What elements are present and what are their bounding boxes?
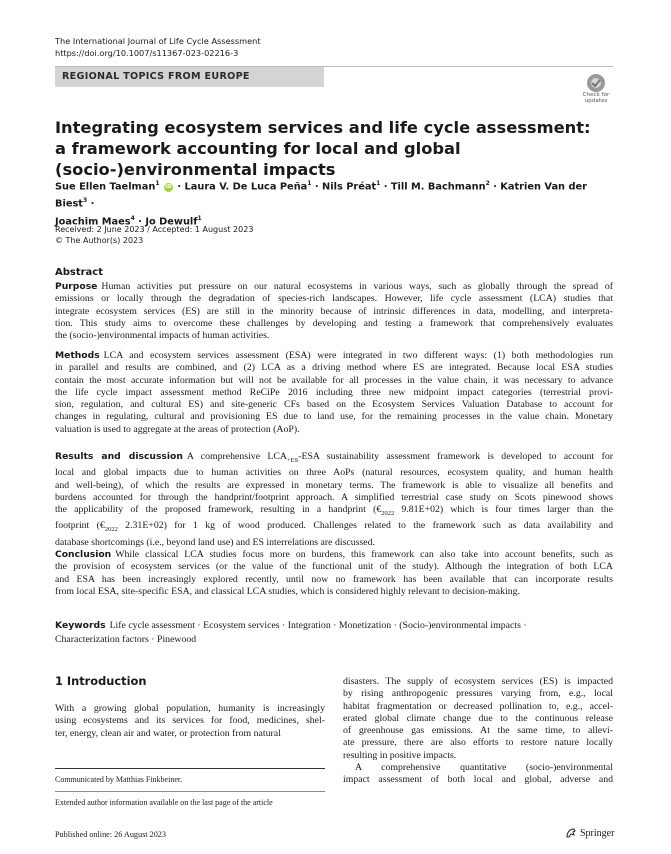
- text-line: A comprehensive quantitative (socio-)environmental: [355, 762, 613, 774]
- check-for-updates-label[interactable]: Check for updates: [582, 92, 610, 105]
- keywords: [55, 619, 613, 646]
- copyright-notice: © The Author(s) 2023: [55, 236, 144, 245]
- text-line: of greenhouse gas emissions. At the same time, to allevi-: [343, 725, 613, 737]
- text-line: ate pressure, there are also efforts to restore nature locally: [343, 737, 613, 749]
- author-name[interactable]: Till M. Bachmann: [390, 181, 486, 193]
- text-line: impact assessment of both local and global, adverse and: [343, 774, 613, 786]
- text-line: erated global climate change due to the continuous release: [343, 712, 613, 724]
- communicated-by: Communicated by Matthias Finkbeiner.: [55, 775, 183, 784]
- text-line: from local ESA, site-specific ESA, and classical LCA studies, which is considered highly relevant to decision-making.: [55, 585, 520, 597]
- affiliation-sup: 1: [307, 180, 312, 187]
- abstract-results: [55, 451, 613, 549]
- received-accepted-dates: Received: 2 June 2023 / Accepted: 1 August 2023: [55, 225, 254, 234]
- abstract-purpose: [55, 281, 613, 342]
- author-separator: ·: [311, 181, 323, 193]
- text-line: by rising anthropogenic pressures varying from, e.g., local: [343, 688, 613, 700]
- author-name[interactable]: Jo Dewulf: [145, 215, 198, 227]
- springer-horse-icon: [565, 827, 577, 839]
- affiliation-sup: 1: [155, 180, 160, 187]
- abstract-conclusion: [55, 549, 613, 598]
- affiliation-sup: 1: [376, 180, 381, 187]
- extended-author-info: Extended author information available on the last page of the article: [55, 798, 273, 807]
- text-line: burdens accounted for through the handprint/footprint approach. A simplified terrestrial case study on Scots pinewood shows: [55, 491, 613, 503]
- article-title: Integrating ecosystem services and life cycle assessment: a framework accounting for local and global (socio-)environmental impacts: [55, 118, 591, 179]
- author-separator: ·: [173, 181, 185, 193]
- text-line: database shortcomings (i.e., beyond land use) and ES interrelations are discussed.: [55, 536, 375, 548]
- journal-name: The International Journal of Life Cycle Assessment: [55, 36, 261, 46]
- affiliation-sup: 1: [197, 214, 202, 222]
- introduction-right-column: [343, 676, 613, 787]
- section-label: Methods: [55, 350, 100, 361]
- affiliation-sup: 2: [485, 180, 490, 187]
- section-label: Results and discussion: [55, 451, 183, 462]
- text-line: With a growing global population, humanity is increasingly: [55, 703, 325, 714]
- keywords-line-2: Characterization factors · Pinewood: [55, 633, 197, 645]
- section-label: Conclusion: [55, 549, 112, 560]
- author-separator: ·: [489, 181, 501, 193]
- text-line: Conclusion While classical LCA studies focus more on burdens, this framework can also take into account benefits, such as: [55, 549, 613, 560]
- author-name[interactable]: Katrien Van der Biest: [55, 181, 587, 210]
- introduction-heading: 1 Introduction: [55, 674, 147, 688]
- doi-link[interactable]: https://doi.org/10.1007/s11367-023-02216-3: [55, 48, 239, 58]
- springer-logo: [565, 827, 614, 839]
- section-label: REGIONAL TOPICS FROM EUROPE: [62, 71, 250, 82]
- text-line: changes in regulating, cultural and provisioning ES due to land use, for the remaining processes in the value chain. Monetary: [55, 411, 613, 423]
- published-online-date: Published online: 26 August 2023: [55, 830, 166, 839]
- text-line: tion. This study aims to overcome these challenges by developing and testing a framework that comprehensively evaluates: [55, 317, 613, 329]
- introduction-left-column: [55, 703, 325, 740]
- keywords-line-1: Life cycle assessment · Ecosystem services · Integration · Monetization · (Socio-)environmental impacts ·: [109, 620, 527, 631]
- text-line: contain the most accurate information but will not be available for all processes in the value chain, it was necessary to advance: [55, 374, 613, 386]
- text-line: habitat fragmentation or decreased pollination to, e.g., accel-: [343, 700, 613, 712]
- text-line: emissions or locally through the degradation of species-rich landscapes. However, life cycle assessment (LCA) studies that: [55, 293, 613, 305]
- text-line: sion, regulation, and cultural ES) and site-generic CFs based on the Ecosystem Services Valuation Database to account for: [55, 399, 613, 411]
- affiliation-sup: 3: [82, 197, 88, 205]
- text-line: Methods LCA and ecosystem services assessment (ESA) were integrated in two different ways: (1) both methodologies run: [55, 350, 613, 361]
- abstract-methods: [55, 350, 613, 436]
- author-name[interactable]: Joachim Maes: [55, 215, 131, 227]
- affiliation-sup: 4: [130, 214, 135, 222]
- text-line: valuation is used to aggregate at the areas of protection (AoP).: [55, 423, 300, 435]
- footnote-rule: [55, 768, 325, 769]
- author-separator: ·: [134, 215, 146, 227]
- author-name[interactable]: Sue Ellen Taelman: [55, 181, 156, 193]
- text-line: the life cycle impact assessment method ReCiPe 2016 including three new midpoint impact categories (terrestrial provi-: [55, 386, 613, 398]
- author-name[interactable]: Laura V. De Luca Peña: [184, 181, 308, 193]
- publisher-name: Springer: [580, 827, 615, 839]
- footnote-rule-2: [55, 791, 325, 792]
- section-label: Purpose: [55, 281, 98, 292]
- text-line: and well-being), of which the results are expressed in monetary terms. The framework is able to visualize all benefits and: [55, 479, 613, 491]
- author-name[interactable]: Nils Préat: [322, 181, 377, 193]
- keywords-label: Keywords: [55, 620, 106, 631]
- author-line-1: Sue Ellen Taelman$^1$ iD · Laura V. De Luca Peña$^1$ · Nils Préat$^1$ · Till M. Bachmann$^2$ · Katrien Van der Biest$^3$ ·: [55, 180, 587, 210]
- text-line: using ecosystems and its services for food, medicines, shel-: [55, 715, 325, 727]
- text-line: footprint ($€_{2022}$ 2.31E+02) for 1 kg of wood produced. Challenges related to the framework such as data availability and: [55, 520, 613, 534]
- author-list: [55, 177, 615, 229]
- text-line: the applicability of the proposed framework, resulting in a handprint ($€_{2022}$ 9.81E+02) which is four times larger than the: [55, 504, 613, 518]
- text-line: the (socio-)environmental impacts of human activities.: [55, 330, 270, 342]
- text-line: and ESA has been increasingly explored recently, until now no framework has been available that can incorporate results: [55, 573, 613, 585]
- text-line: the provision of ecosystem services (or the value of the functional unit of the study). Although the integration of both LCA: [55, 561, 613, 573]
- orcid-icon[interactable]: iD: [165, 184, 172, 191]
- abstract-heading: Abstract: [55, 267, 104, 278]
- text-line: in parallel and results are combined, and (2) LCA as a driving method where ES are integrated. Because local ESA studies: [55, 362, 613, 374]
- text-line: disasters. The supply of ecosystem services (ES) is impacted: [343, 676, 613, 687]
- text-line: integrate ecosystem services (ES) are still in the minority because of intrinsic differences in data, modelling, and interpreta-: [55, 305, 613, 317]
- text-line: resulting in positive impacts.: [343, 749, 457, 761]
- text-line: ter, energy, clean air and water, or protection from natural: [55, 727, 281, 739]
- text-line: Purpose Human activities put pressure on our natural ecosystems in various ways, such as globally through the spread of: [55, 281, 613, 292]
- text-line: local and global impacts due to human activities on three AoPs (natural resources, ecosystem quality, and human health: [55, 467, 613, 479]
- text-line: Results and discussion A comprehensive $LCA_{+ES}$-ESA sustainability assessment framework is developed to account for: [55, 451, 613, 464]
- author-separator: ·: [380, 181, 391, 193]
